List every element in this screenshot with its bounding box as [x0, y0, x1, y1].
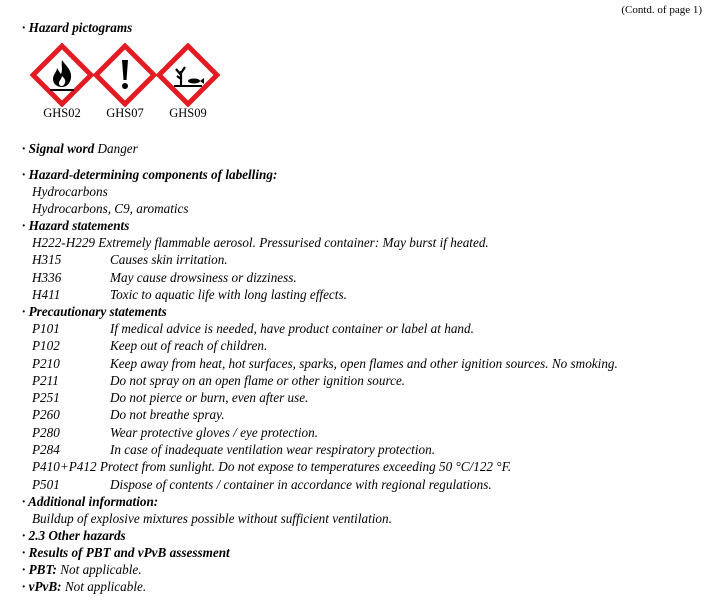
continued-note: (Contd. of page 1) [621, 4, 702, 16]
precaution-text: Do not breathe spray. [110, 407, 225, 422]
pictogram-code-ghs07: GHS07 [106, 106, 144, 120]
signal-word-label: · Signal word [22, 141, 95, 156]
precaution-code: P210 [32, 356, 60, 371]
pbt-label: · PBT: [22, 562, 57, 577]
signal-word-value: Danger [97, 141, 138, 156]
flame-icon [30, 43, 94, 107]
precaution-code: P280 [32, 425, 60, 440]
precaution-text: Keep out of reach of children. [110, 338, 268, 353]
precaution-code: P101 [32, 321, 60, 336]
pictogram-code-ghs02: GHS02 [43, 106, 81, 120]
hazard-code: H336 [32, 270, 62, 285]
hazard-text: May cause drowsiness or dizziness. [110, 270, 297, 285]
precaution-text: If medical advice is needed, have product container or label at hand. [110, 321, 474, 336]
hazard-component-item: Hydrocarbons [32, 184, 108, 199]
hazard-components-heading: · Hazard-determining components of labelling: [22, 167, 278, 182]
hazard-component-item: Hydrocarbons, C9, aromatics [32, 201, 189, 216]
additional-info-text: Buildup of explosive mixtures possible without sufficient ventilation. [32, 511, 392, 526]
hazard-text: Causes skin irritation. [110, 252, 228, 267]
precaution-code: P211 [32, 373, 59, 388]
precaution-code: P260 [32, 407, 60, 422]
vpvb-value: Not applicable. [64, 579, 147, 594]
hazard-code: H411 [32, 287, 61, 302]
precaution-text: Dispose of contents / container in accordance with regional regulations. [110, 477, 492, 492]
precautionary-statements-heading: · Precautionary statements [22, 304, 167, 319]
hazard-code: H315 [32, 252, 62, 267]
precaution-text: Wear protective gloves / eye protection. [110, 425, 318, 440]
precaution-combined: P410+P412 Protect from sunlight. Do not expose to temperatures exceeding 50 °C/122 °F. [32, 459, 512, 474]
vpvb-label: · vPvB: [22, 579, 62, 594]
hazard-statements-heading: · Hazard statements [22, 218, 130, 233]
exclamation-icon [93, 43, 157, 107]
pbt-assessment-heading: · Results of PBT and vPvB assessment [22, 545, 230, 560]
precaution-text: Do not spray on an open flame or other ignition source. [110, 373, 406, 388]
signal-word [22, 141, 138, 157]
precaution-code: P102 [32, 338, 60, 353]
other-hazards-heading: · 2.3 Other hazards [22, 528, 126, 543]
precaution-text: In case of inadequate ventilation wear respiratory protection. [110, 442, 435, 457]
additional-info-heading: · Additional information: [22, 494, 159, 509]
precaution-code: P284 [32, 442, 60, 457]
environment-icon [156, 43, 220, 107]
hazard-statement-combined: H222-H229 Extremely flammable aerosol. Pressurised container: May burst if heated. [32, 235, 489, 250]
pictogram-code-ghs09: GHS09 [169, 106, 207, 120]
vpvb-line [22, 579, 146, 595]
hazard-text: Toxic to aquatic life with long lasting effects. [110, 287, 347, 302]
pbt-value: Not applicable. [60, 562, 142, 577]
pbt-line [22, 562, 142, 578]
precaution-text: Keep away from heat, hot surfaces, sparks, open flames and other ignition sources. No smoking. [110, 356, 618, 371]
precaution-code: P251 [32, 390, 60, 405]
precaution-code: P501 [32, 477, 60, 492]
hazard-pictograms-heading: · Hazard pictograms [22, 20, 133, 35]
precaution-text: Do not pierce or burn, even after use. [110, 390, 309, 405]
